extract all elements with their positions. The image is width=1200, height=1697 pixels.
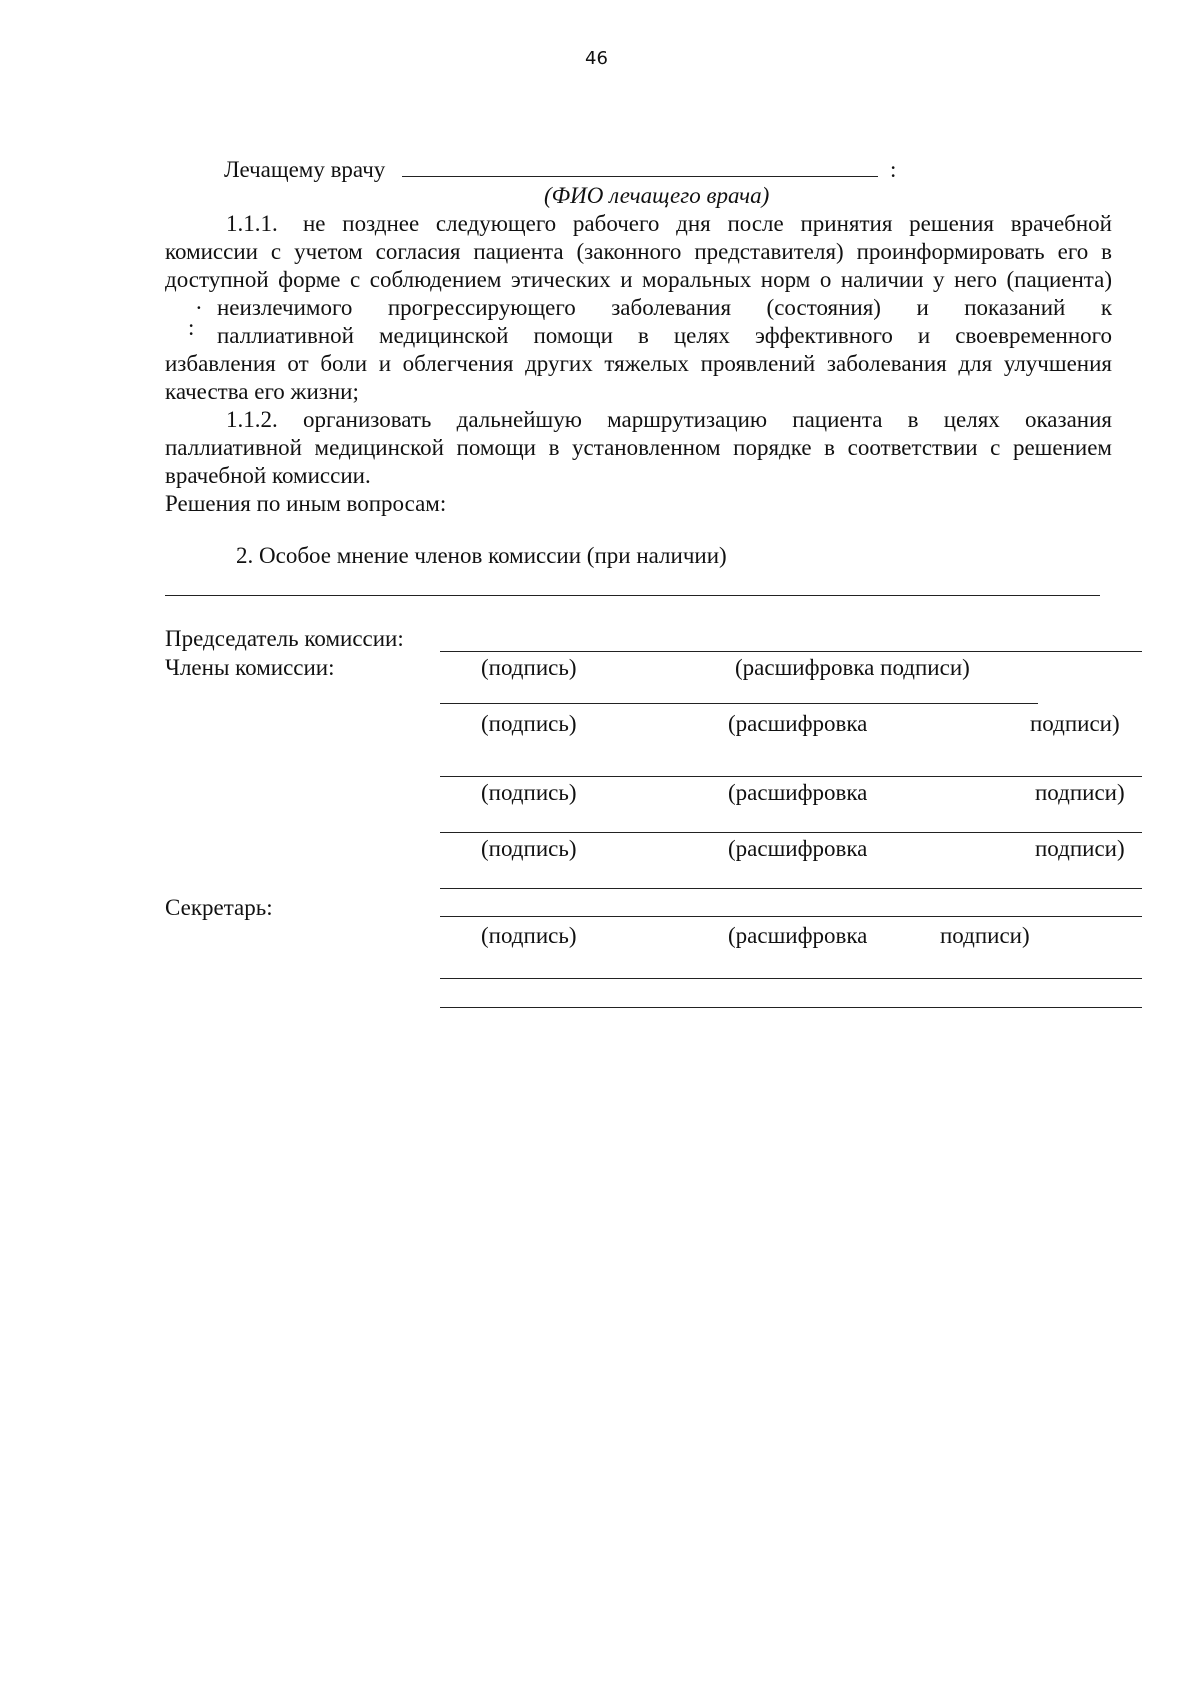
signature-decoding-caption: подписи) <box>1035 836 1125 861</box>
item-1-1-1-text-line: качества его жизни; <box>165 379 359 404</box>
signature-caption: (подпись) <box>481 780 577 805</box>
item-1-1-1-number: 1.1.1. <box>226 211 278 236</box>
item-1-1-1-text-line: не позднее следующего рабочего дня после принятия решения врачебной <box>303 211 1112 236</box>
members-label: Члены комиссии: <box>165 655 335 680</box>
member-signature-line <box>440 888 1142 889</box>
secretary-label: Секретарь: <box>165 895 273 920</box>
item-1-1-2-text-line: паллиативной медицинской помощи в установленном порядке в соответствии с решением <box>165 435 1112 460</box>
chair-label: Председатель комиссии: <box>165 626 404 651</box>
signature-decoding-caption: (расшифровка <box>728 780 868 805</box>
signature-caption: (подпись) <box>481 711 577 736</box>
chair-signature-line <box>440 651 1142 652</box>
item-1-1-1-text-line: паллиативной медицинской помощи в целях эффективного и своевременного <box>217 323 1112 348</box>
attending-doctor-name-line <box>402 176 878 177</box>
item-1-1-1-text-line: неизлечимого прогрессирующего заболевания (состояния) и показаний к <box>217 295 1112 320</box>
page-number: 46 <box>585 48 608 69</box>
signature-decoding-caption: подписи) <box>1030 711 1120 736</box>
item-1-1-1-text-line: комиссии с учетом согласия пациента (законного представителя) проинформировать его в <box>165 239 1112 264</box>
margin-mark: : <box>188 315 195 340</box>
attending-doctor-caption: (ФИО лечащего врача) <box>544 183 770 208</box>
section-2-heading: 2. Особое мнение членов комиссии (при наличии) <box>236 543 727 568</box>
secretary-decoding-line <box>440 978 1142 979</box>
member-signature-line <box>440 703 1038 704</box>
item-1-1-2-text-line: врачебной комиссии. <box>165 463 371 488</box>
item-1-1-1-text-line: доступной форме с соблюдением этических и моральных норм о наличии у него (пациента) <box>165 267 1112 292</box>
attending-doctor-label: Лечащему врачу <box>224 157 386 182</box>
member-signature-line <box>440 776 1142 777</box>
signature-decoding-caption: (расшифровка <box>728 836 868 861</box>
signature-caption: (подпись) <box>481 655 577 680</box>
other-decisions-label: Решения по иным вопросам: <box>165 491 447 516</box>
signature-decoding-caption: подписи) <box>940 923 1030 948</box>
item-1-1-2-text-line: организовать дальнейшую маршрутизацию пациента в целях оказания <box>303 407 1112 432</box>
attending-doctor-colon: : <box>890 157 897 182</box>
signature-decoding-caption: (расшифровка подписи) <box>735 655 970 680</box>
special-opinion-line <box>165 595 1100 596</box>
signature-caption: (подпись) <box>481 923 577 948</box>
bottom-line <box>440 1007 1142 1008</box>
secretary-signature-line <box>440 916 1142 917</box>
signature-decoding-caption: (расшифровка <box>728 711 868 736</box>
signature-caption: (подпись) <box>481 836 577 861</box>
item-1-1-2-number: 1.1.2. <box>226 407 278 432</box>
item-1-1-1-text-line: избавления от боли и облегчения других тяжелых проявлений заболевания для улучшения <box>165 351 1112 376</box>
signature-decoding-caption: (расшифровка <box>728 923 868 948</box>
signature-decoding-caption: подписи) <box>1035 780 1125 805</box>
member-signature-line <box>440 832 1142 833</box>
margin-mark: . <box>196 289 202 314</box>
